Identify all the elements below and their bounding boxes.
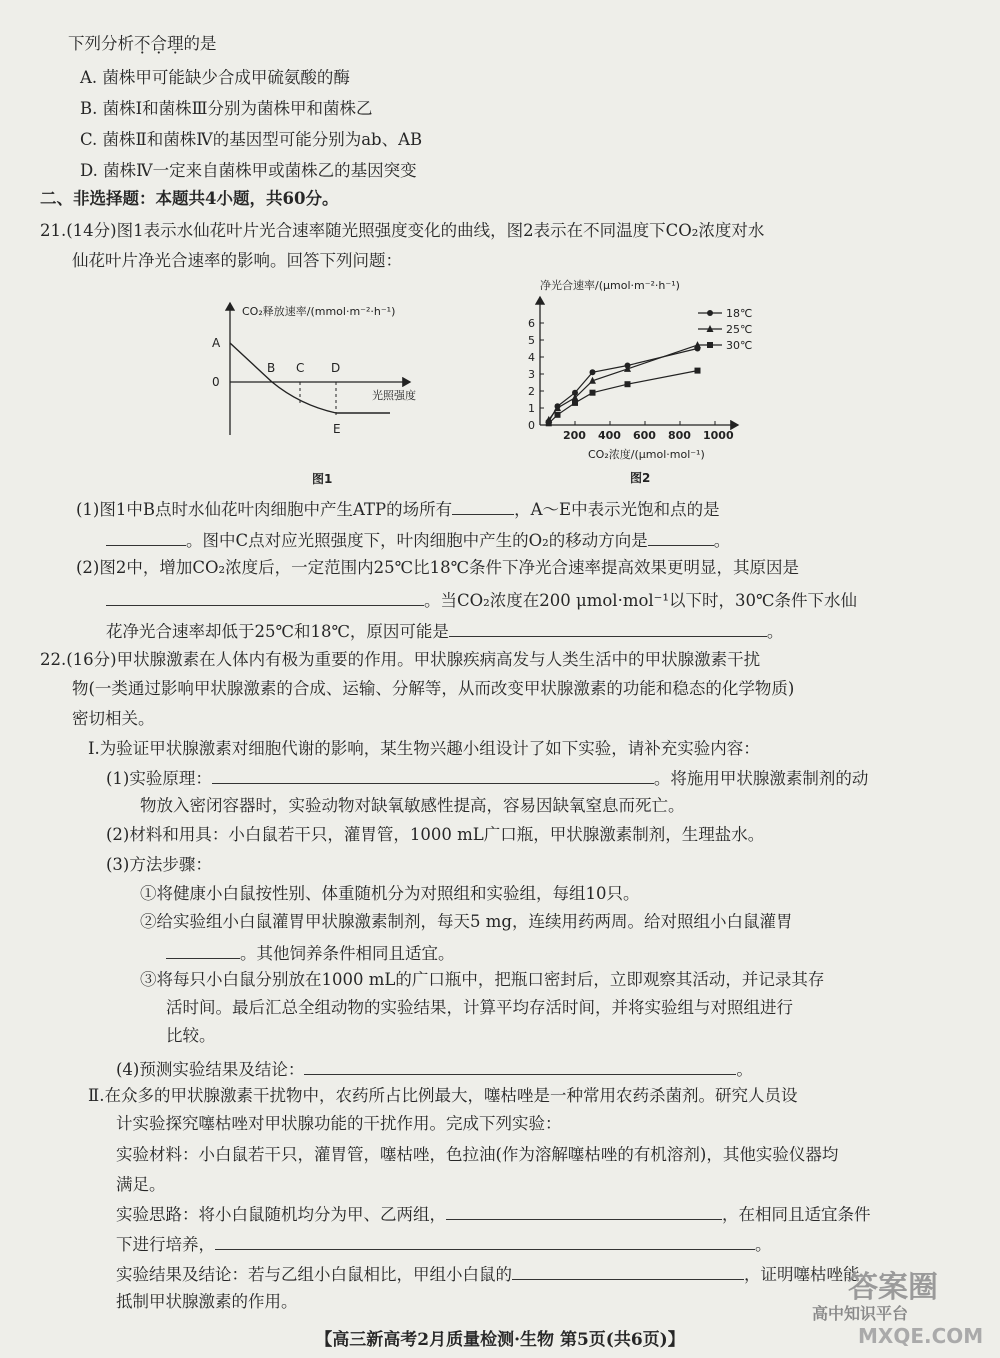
fig2-legend-label: 18℃ <box>726 307 753 320</box>
fig2-xlabel: CO₂浓度/(μmol·mol⁻¹) <box>588 448 705 461</box>
q22-line2: 物(一类通过影响甲状腺激素的合成、运输、分解等，从而改变甲状腺激素的功能和稳态的化学物质) <box>72 679 795 698</box>
fig2-data-point <box>546 420 552 426</box>
fig2-data-point <box>555 412 561 418</box>
fig2-series-line <box>549 371 698 424</box>
fig2-data-point <box>590 369 596 375</box>
q20-stem: 下列分析不合理的是 <box>68 34 217 53</box>
fig1-point-b: B <box>267 361 276 375</box>
fig2-xtick-label: 800 <box>668 429 691 442</box>
fig2-data-point <box>625 381 631 387</box>
fig2-series-line <box>549 345 698 420</box>
fig2-xtick-label: 600 <box>633 429 656 442</box>
q21-part2-line1: (2)图2中，增加CO₂浓度后，一定范围内25℃比18℃条件下净光合速率提高效果更明显，其原因是 <box>76 558 800 577</box>
fig1-curve <box>230 343 390 413</box>
q22-result-line1: 实验结果及结论：若与乙组小白鼠相比，甲组小白鼠的 ，证明噻枯唑能 <box>116 1261 860 1287</box>
watermark-bottom: 高中知识平台 <box>812 1304 909 1323</box>
fig2-data-point <box>695 368 701 374</box>
q22-part2-line1: Ⅱ.在众多的甲状腺激素干扰物中，农药所占比例最大，噻枯唑是一种常用农药杀菌剂。研究人员设 <box>88 1086 798 1105</box>
answer-blank[interactable] <box>106 587 424 606</box>
fig1-point-a: A <box>212 336 221 350</box>
q22-idea-line1: 实验思路：将小白鼠随机均分为甲、乙两组， ，在相同且适宜条件 <box>116 1201 871 1227</box>
fig2-xtick-label: 400 <box>598 429 621 442</box>
figure-2 <box>510 275 785 490</box>
q22-step3-line3: 比较。 <box>166 1026 216 1045</box>
q22-materials2-line1: 实验材料：小白鼠若干只，灌胃管，噻枯唑，色拉油(作为溶解噻枯唑的有机溶剂)，其他实验仪器均 <box>116 1145 839 1164</box>
answer-blank[interactable] <box>166 940 240 959</box>
fig2-legend-label: 25℃ <box>726 323 753 336</box>
q22-part2-line2: 计实验探究噻枯唑对甲状腺功能的干扰作用。完成下列实验： <box>116 1114 562 1133</box>
fig1-point-d: D <box>331 361 341 375</box>
q22-idea-line2: 下进行培养， 。 <box>116 1231 772 1257</box>
q22-result-line2: 抵制甲状腺激素的作用。 <box>116 1292 298 1311</box>
q22-line3: 密切相关。 <box>72 709 155 728</box>
fig2-ytick-label: 3 <box>528 368 535 381</box>
q22-materials: (2)材料和用具：小白鼠若干只，灌胃管，1000 mL广口瓶，甲状腺激素制剂，生理盐水。 <box>106 825 765 844</box>
answer-blank[interactable] <box>212 765 654 784</box>
answer-blank[interactable] <box>215 1231 755 1250</box>
fig2-ytick-label: 2 <box>528 385 535 398</box>
fig1-point-c: C <box>296 361 305 375</box>
q20-option-b: B. 菌株Ⅰ和菌株Ⅲ分别为菌株甲和菌株乙 <box>80 99 373 118</box>
q21-line2: 仙花叶片净光合速率的影响。回答下列问题： <box>72 251 402 270</box>
q21-part2-line2: 。当CO₂浓度在200 μmol·mol⁻¹以下时，30℃条件下水仙 <box>106 587 857 613</box>
q22-line1: 22.(16分)甲状腺激素在人体内有极为重要的作用。甲状腺疾病高发与人类生活中的甲状腺激素干扰 <box>40 650 761 669</box>
fig2-legend-marker <box>707 310 713 316</box>
fig2-data-point <box>590 390 596 396</box>
fig2-ytick-label: 0 <box>528 419 535 432</box>
fig1-xlabel: 光照强度 <box>372 389 416 402</box>
fig2-xtick-label: 1000 <box>703 429 734 442</box>
answer-blank[interactable] <box>452 496 514 515</box>
fig2-legend-marker <box>707 342 713 348</box>
q22-principle-line2: 物放入密闭容器时，实验动物对缺氧敏感性提高，容易因缺氧窒息而死亡。 <box>140 796 685 815</box>
fig1-caption: 图1 <box>312 472 333 486</box>
fig2-ytick-label: 1 <box>528 402 535 415</box>
q22-part1-heading: Ⅰ.为验证甲状腺激素对细胞代谢的影响，某生物兴趣小组设计了如下实验，请补充实验内容： <box>88 739 760 758</box>
q21-part1-line1: (1)图1中B点时水仙花叶肉细胞中产生ATP的场所有 ，A～E中表示光饱和点的是 <box>76 496 720 522</box>
q22-principle-line1: (1)实验原理： 。将施用甲状腺激素制剂的动 <box>106 765 868 791</box>
watermark-top: 答案圈 <box>848 1270 938 1305</box>
watermark-site: MXQE.COM <box>858 1324 984 1348</box>
figure-1 <box>200 295 460 490</box>
q21-part1-line2: 。图中C点对应光照强度下，叶肉细胞中产生的O₂的移动方向是 。 <box>106 527 730 553</box>
answer-blank[interactable] <box>512 1261 744 1280</box>
answer-blank[interactable] <box>106 527 186 546</box>
fig2-ytick-label: 5 <box>528 334 535 347</box>
fig2-caption: 图2 <box>630 471 651 485</box>
fig2-ylabel: 净光合速率/(μmol·m⁻²·h⁻¹) <box>540 279 680 292</box>
fig2-ytick-label: 6 <box>528 317 535 330</box>
page-footer: 【高三新高考2月质量检测·生物 第5页(共6页)】 <box>315 1330 685 1350</box>
q20-option-c: C. 菌株Ⅱ和菌株Ⅳ的基因型可能分别为ab、AB <box>80 130 423 149</box>
fig1-ylabel: CO₂释放速率/(mmol·m⁻²·h⁻¹) <box>242 305 396 318</box>
answer-blank[interactable] <box>304 1056 736 1075</box>
q22-prediction: (4)预测实验结果及结论： 。 <box>116 1056 753 1082</box>
q22-step1: ①将健康小白鼠按性别、体重随机分为对照组和实验组，每组10只。 <box>140 884 640 903</box>
q20-option-a: A. 菌株甲可能缺少合成甲硫氨酸的酶 <box>80 68 350 87</box>
section-heading: 二、非选择题：本题共4小题，共60分。 <box>40 189 339 208</box>
fig2-ytick-label: 4 <box>528 351 535 364</box>
fig1-origin: 0 <box>212 375 220 389</box>
q22-materials2-line2: 满足。 <box>116 1175 166 1194</box>
q22-step3-line2: 活时间。最后汇总全组动物的实验结果，计算平均存活时间，并将实验组与对照组进行 <box>166 998 793 1017</box>
answer-blank[interactable] <box>648 527 714 546</box>
answer-blank[interactable] <box>446 1201 722 1220</box>
q22-step2-line1: ②给实验组小白鼠灌胃甲状腺激素制剂，每天5 mg，连续用药两周。给对照组小白鼠灌胃 <box>140 912 793 931</box>
q21-part2-line3: 花净光合速率却低于25℃和18℃，原因可能是 。 <box>106 618 783 644</box>
answer-blank[interactable] <box>449 618 767 637</box>
fig2-legend-label: 30℃ <box>726 339 753 352</box>
q22-step3-line1: ③将每只小白鼠分别放在1000 mL的广口瓶中，把瓶口密封后，立即观察其活动，并记录其存 <box>140 970 825 989</box>
fig2-xtick-label: 200 <box>563 429 586 442</box>
fig1-point-e: E <box>333 422 341 436</box>
q22-method-heading: (3)方法步骤： <box>106 855 212 874</box>
fig2-data-point <box>572 400 578 406</box>
q20-option-d: D. 菌株Ⅳ一定来自菌株甲或菌株乙的基因突变 <box>80 161 417 180</box>
q21-line1: 21.(14分)图1表示水仙花叶片光合速率随光照强度变化的曲线，图2表示在不同温度下CO₂浓度对水 <box>40 221 765 240</box>
q22-step2-line2: 。其他饲养条件相同且适宜。 <box>166 940 455 966</box>
